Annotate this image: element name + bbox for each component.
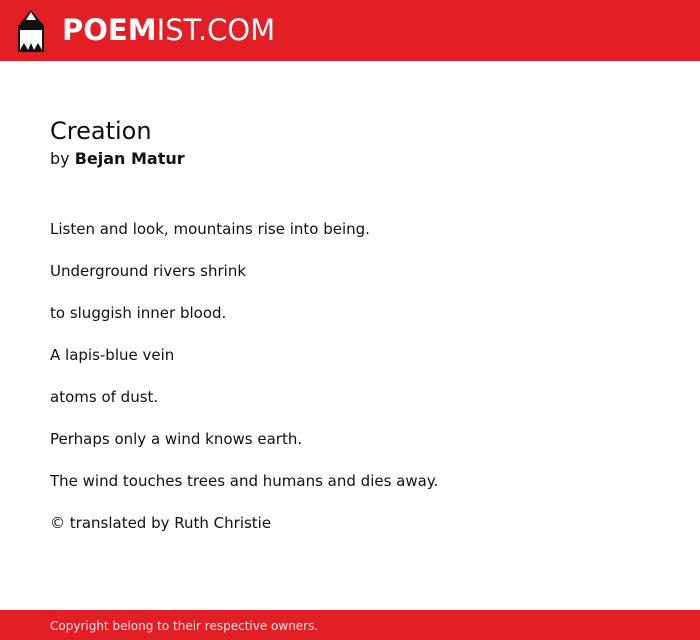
poem-line: to sluggish inner blood. — [50, 304, 227, 322]
site-header — [0, 0, 700, 61]
poem-line: The wind touches trees and humans and dies away. — [50, 472, 439, 490]
poem-title: Creation — [50, 117, 152, 145]
poem-line: A lapis-blue vein — [50, 346, 175, 364]
logo-bold-text: POEM — [62, 13, 157, 47]
author-link[interactable]: Bejan Matur — [74, 149, 185, 168]
pencil-icon — [18, 10, 44, 52]
site-logo-link[interactable] — [18, 0, 275, 61]
copyright-text: Copyright belong to their respective owners. — [50, 619, 319, 633]
byline-prefix: by — [50, 149, 70, 168]
poem-line: Perhaps only a wind knows earth. — [50, 430, 303, 448]
logo-wordmark — [62, 13, 276, 47]
poem-line: atoms of dust. — [50, 388, 159, 406]
translation-credit: © translated by Ruth Christie — [50, 514, 272, 532]
logo-light-text: IST.COM — [156, 13, 276, 47]
site-footer — [0, 610, 700, 640]
byline — [50, 149, 185, 169]
poem-line: Listen and look, mountains rise into being. — [50, 220, 370, 238]
poem-line: Underground rivers shrink — [50, 262, 247, 280]
